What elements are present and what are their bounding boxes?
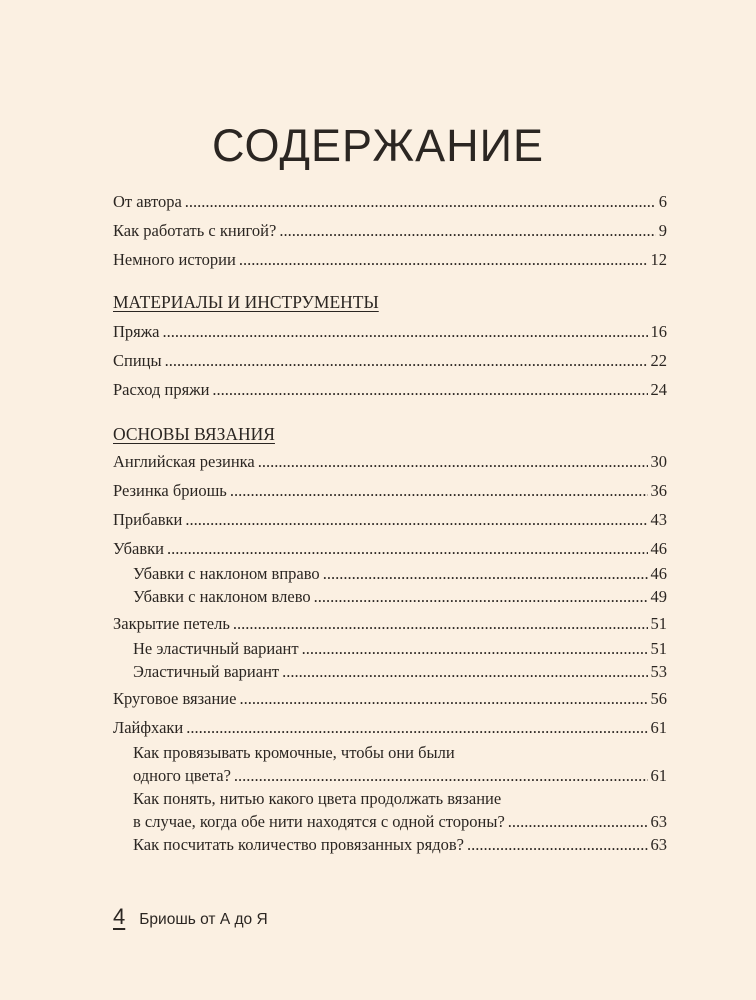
toc-entry-label: Пряжа <box>113 322 160 341</box>
toc-entry-page: 9 <box>658 221 667 240</box>
toc-subentry[interactable] <box>113 585 667 608</box>
toc-entry-page: 51 <box>650 639 667 658</box>
leader-dots <box>467 833 648 856</box>
toc-entry-label: Убавки с наклоном влево <box>133 587 311 606</box>
toc-entry-label: одного цвета? <box>133 766 231 785</box>
toc-entry-label-line1: Как провязывать кромочные, чтобы они были <box>133 743 455 762</box>
leader-dots <box>314 585 648 608</box>
toc-entry-page: 36 <box>650 481 667 500</box>
toc-section-basics <box>113 420 667 856</box>
leader-dots <box>323 562 648 585</box>
toc-entry-label: Круговое вязание <box>113 689 237 708</box>
toc-subentry[interactable] <box>113 562 667 585</box>
page-title: СОДЕРЖАНИЕ <box>212 120 544 171</box>
leader-dots <box>212 377 647 403</box>
page-footer <box>113 904 268 930</box>
toc-entry-label: Эластичный вариант <box>133 662 280 681</box>
toc-entry-label: Немного истории <box>113 250 236 269</box>
section-heading[interactable]: ОСНОВЫ ВЯЗАНИЯ <box>113 424 275 444</box>
toc-intro <box>113 189 667 273</box>
toc-entry-page: 63 <box>650 812 667 831</box>
toc-entry-page: 24 <box>650 380 667 399</box>
toc-entry-label: Как работать с книгой? <box>113 221 277 240</box>
section-heading[interactable]: МАТЕРИАЛЫ И ИНСТРУМЕНТЫ <box>113 292 379 312</box>
leader-dots <box>508 810 648 833</box>
leader-dots <box>258 449 648 475</box>
toc-entry[interactable] <box>113 715 667 741</box>
toc-entry-label: Убавки с наклоном вправо <box>133 564 320 583</box>
leader-dots <box>233 611 648 637</box>
toc-entry[interactable] <box>113 478 667 504</box>
toc-entry-label: Английская резинка <box>113 452 255 471</box>
toc-entry[interactable] <box>113 686 667 712</box>
toc-entry-label: Резинка бриошь <box>113 481 227 500</box>
toc-entry[interactable] <box>113 507 667 533</box>
leader-dots <box>239 247 648 273</box>
leader-dots <box>165 348 648 374</box>
toc-entry-page: 49 <box>650 587 667 606</box>
page-number: 4 <box>113 904 126 929</box>
toc-entry-label: в случае, когда обе нити находятся с одной стороны? <box>133 812 505 831</box>
leader-dots <box>230 478 648 504</box>
toc-entry-page: 43 <box>650 510 667 529</box>
toc-entry-page: 53 <box>650 662 667 681</box>
toc-entry-page: 51 <box>650 614 667 633</box>
toc-entry[interactable] <box>113 536 667 562</box>
toc-entry[interactable] <box>113 319 667 345</box>
toc-entry-label: Расход пряжи <box>113 380 210 399</box>
toc-entry-page: 46 <box>650 539 667 558</box>
toc-entry-label-line1: Как понять, нитью какого цвета продолжать вязание <box>133 789 502 808</box>
toc-entry-page: 6 <box>658 192 667 211</box>
toc-entry[interactable] <box>113 449 667 475</box>
leader-dots <box>282 660 647 683</box>
leader-dots <box>234 764 648 787</box>
toc-entry-page: 63 <box>650 835 667 854</box>
toc-entry-label: Спицы <box>113 351 162 370</box>
toc-entry-page: 12 <box>650 250 667 269</box>
leader-dots <box>185 507 647 533</box>
toc-subentry[interactable] <box>113 637 667 660</box>
toc-entry-page: 61 <box>650 718 667 737</box>
toc-entry-label: Прибавки <box>113 510 183 529</box>
leader-dots <box>186 715 647 741</box>
leader-dots <box>162 319 647 345</box>
toc-entry-page: 30 <box>650 452 667 471</box>
leader-dots <box>279 218 655 244</box>
leader-dots <box>185 189 656 215</box>
book-title: Бриошь от А до Я <box>139 911 268 928</box>
leader-dots <box>167 536 648 562</box>
leader-dots <box>239 686 647 712</box>
toc-entry-page: 16 <box>650 322 667 341</box>
toc-entry-page: 22 <box>650 351 667 370</box>
toc-entry-page: 46 <box>650 564 667 583</box>
toc-entry[interactable] <box>113 377 667 403</box>
toc-entry[interactable] <box>113 189 667 215</box>
toc-subentry-line1[interactable] <box>113 787 667 810</box>
toc-entry-page: 61 <box>650 766 667 785</box>
toc-entry-label: Закрытие петель <box>113 614 230 633</box>
toc-entry-page: 56 <box>650 689 667 708</box>
toc-subentry-line1[interactable] <box>113 741 667 764</box>
toc-entry-label: Как посчитать количество провязанных рядов? <box>133 835 464 854</box>
toc-entry-label: От автора <box>113 192 182 211</box>
toc-entry-label: Лайфхаки <box>113 718 184 737</box>
toc-entry-label: Убавки <box>113 539 164 558</box>
leader-dots <box>302 637 648 660</box>
toc-subentry[interactable] <box>113 764 667 787</box>
toc-entry[interactable] <box>113 348 667 374</box>
toc-section-materials <box>113 288 667 403</box>
toc-subentry[interactable] <box>113 810 667 833</box>
toc-entry[interactable] <box>113 611 667 637</box>
toc-entry[interactable] <box>113 247 667 273</box>
toc-entry-label: Не эластичный вариант <box>133 639 299 658</box>
toc-entry[interactable] <box>113 218 667 244</box>
toc-subentry[interactable] <box>113 833 667 856</box>
toc-subentry[interactable] <box>113 660 667 683</box>
